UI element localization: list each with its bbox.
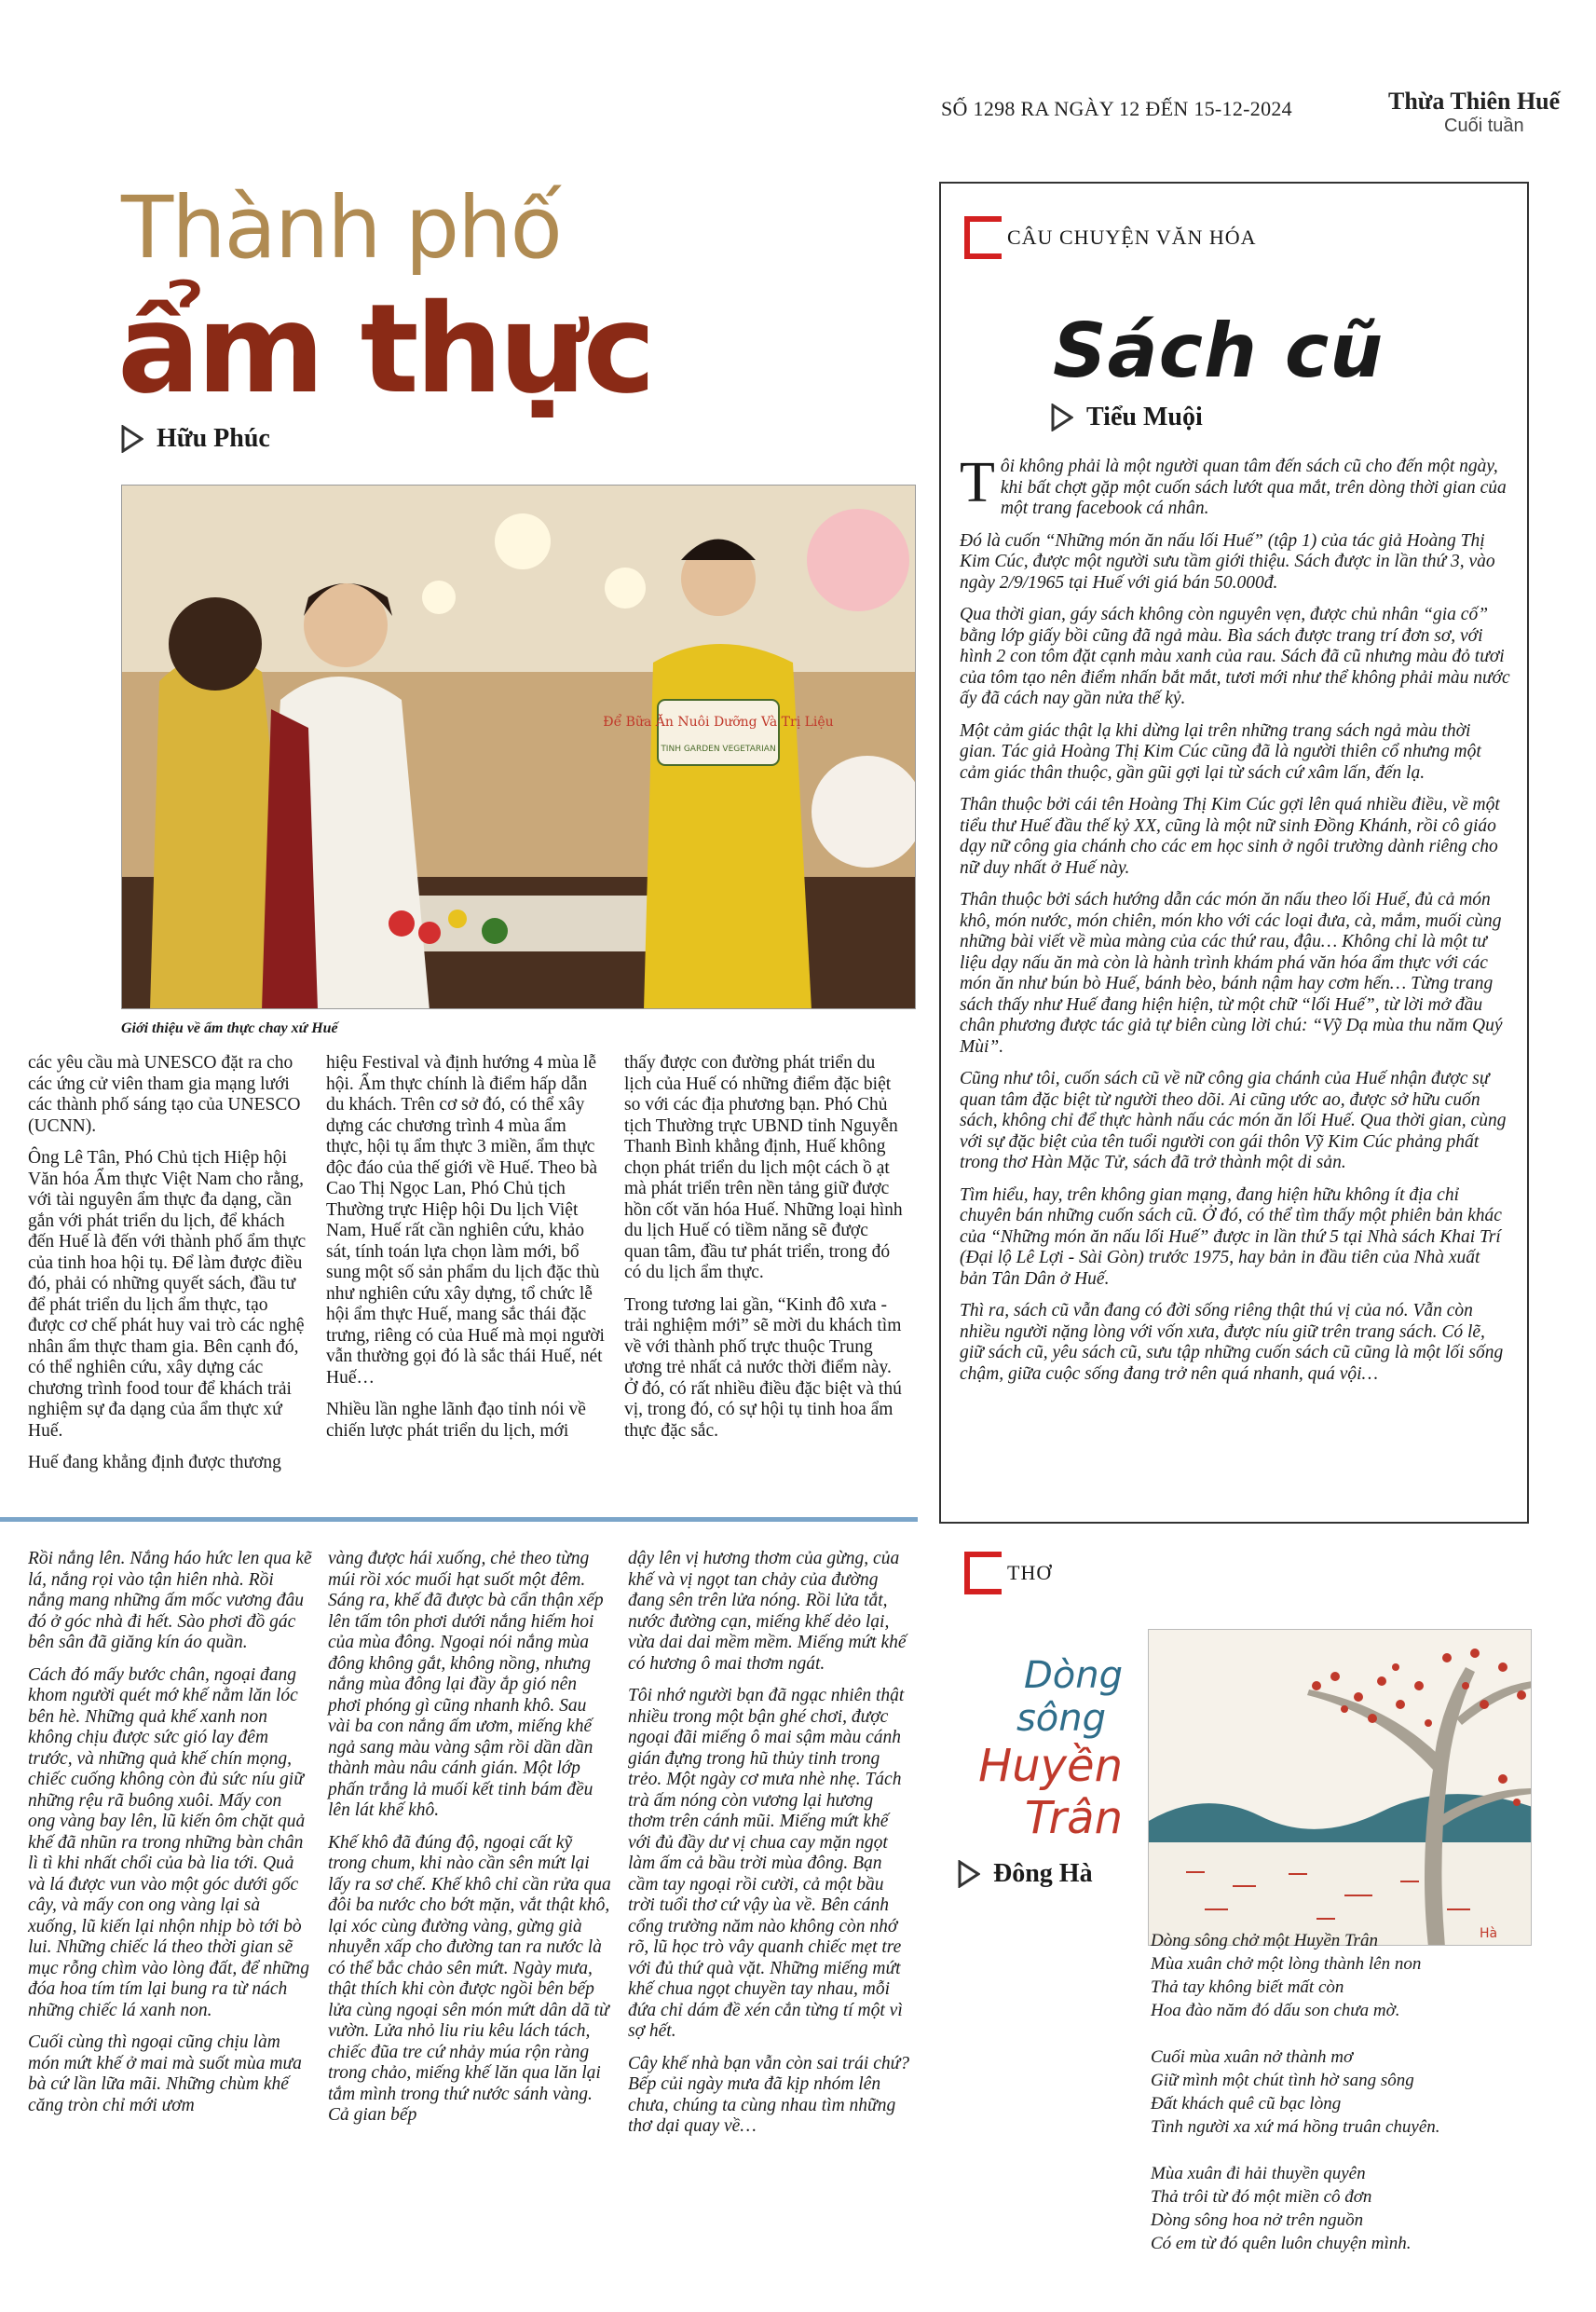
paragraph: Khế khô đã đúng độ, ngoại cất kỹ trong chum, khi nào cần sên mứt lại lấy ra sơ chế. Khế khô chỉ cần rửa qua đôi ba nước cho bớt mặn, vắt thật khô, lại xóc cùng đường vàng, gừng già nhuyễn xấp cho đường tan ra nước là có thể bắc chảo sên mứt. Ngày mưa, thật thích khi còn được ngồi bên bếp lửa cùng ngoại sên món mứt dân dã từ vườn. Lửa nhỏ liu riu kêu lách tách, chiếc đũa tre cứ nhảy múa rộn ràng trong chảo, miếng khế lăn qua lăn lại tắm mình trong thứ nước sánh vàng. Cả gian bếp (328, 1832, 611, 2125)
poem-title-line: sông (1016, 1697, 1106, 1740)
article-title-line2: ẩm thực (117, 278, 652, 421)
author-name: Tiểu Muội (1086, 403, 1203, 431)
poem-author (958, 1859, 1093, 1889)
article-author (121, 424, 270, 454)
paragraph: Rồi nắng lên. Nắng háo hức len qua kẽ lá, nắng rọi vào tận hiên nhà. Rồi nắng mang những ấm mốc vương đâu đó ở góc nhà đi hết. Sào phơi đồ gác bên sân đã giăng kín áo quần. (28, 1549, 312, 1652)
paragraph: Nhiều lần nghe lãnh đạo tỉnh nói về chiến lược phát triển du lịch, mới (326, 1400, 586, 1441)
paragraph: dậy lên vị hương thơm của gừng, của khế và vị ngọt tan chảy của đường đang sên trên lửa nóng. Rồi lửa tắt, nước đường cạn, miếng khế dẻo lại, vừa dai dai mềm mềm. Miếng mứt khế có hương ô mai thơm ngát. (628, 1549, 907, 1674)
poem-body (1151, 1929, 1440, 2278)
drop-cap: T (960, 451, 995, 514)
paragraph: Tìm hiểu, hay, trên không gian mạng, đang hiện hữu không ít địa chỉ chuyên bán những cuốn sách cũ. Ở đó, có thể tìm thấy một phiên bản khác của “Những món ăn nấu lối Huế” được in lần thứ 5 tại Nhà sách Khai Trí (Đại lộ Lê Lợi - Sài Gòn) trước 1975, hay bản in đầu tiên của Nhà xuất bản Tân Dân ở Huế. (960, 1184, 1502, 1289)
article1-column-3 (624, 1053, 904, 1453)
paragraph: vàng được hái xuống, chẻ theo từng múi rồi xóc muối hạt suốt một đêm. Sáng ra, khế đã được bà cẩn thận xếp lên tấm tôn phơi dưới nắng hiếm hoi của mùa đông. Ngoại nói nắng mùa đông không gắt, không nồng, nhưng nắng mùa đông lại đầy ắp gió nên phơi phóng gì cũng nhanh khô. Sau vài ba con nắng ấm ươm, miếng khế ngả sang màu vàng sậm rồi dần dần thành màu nâu cánh gián. Một lớp phấn trắng lả muối kết tinh bám đều lên lát khế khô. (328, 1549, 604, 1820)
paragraph: Đó là cuốn “Những món ăn nấu lối Huế” (tập 1) của tác giả Hoàng Thị Kim Cúc, được một người sưu tầm giới thiệu. Sách được in lần thứ 3, vào ngày 2/9/1965 tại Huế với giá bán 50.000đ. (960, 530, 1495, 593)
poem-line: Có em từ đó quên luôn chuyện mình. (1151, 2234, 1412, 2253)
section-divider (0, 1517, 918, 1522)
essay-column-3 (628, 1549, 912, 2149)
poem-stanza (1151, 2162, 1440, 2255)
river-tree-illustration (1149, 1630, 1532, 1946)
article1-column-1 (28, 1053, 307, 1485)
poem-line: Mùa xuân chở một lòng thành lên non (1151, 1954, 1422, 1974)
paragraph: Ông Lê Tân, Phó Chủ tịch Hiệp hội Văn hóa Ẩm thực Việt Nam cho rằng, với tài nguyên ẩm thực đa dạng, cần gắn với phát triển du lịch, để khách đến Huế là đến với thành phố ẩm thực của tinh hoa hội tụ. Để làm được điều đó, phải có những quyết sách, đầu tư để phát triển du lịch ẩm thực, tạo được cơ chế phát huy vai trò các nghệ nhân ẩm thực tham gia. Bên cạnh đó, có thể nghiên cứu, xây dựng các chương trình food tour để khách trải nghiệm sự đa dạng của ẩm thực xứ Huế. (28, 1148, 307, 1441)
paragraph: Cuối cùng thì ngoại cũng chịu làm món mứt khế ở mai mà suốt mùa mưa bà cứ lần lữa mãi. Những chùm khế căng tròn chỉ mới ươm (28, 2032, 302, 2115)
brand-title: Thừa Thiên Huế (1388, 88, 1561, 115)
poem-line: Cuối mùa xuân nở thành mơ (1151, 2047, 1354, 2067)
article-photo (121, 485, 916, 1009)
photo-sign-text: Để Bữa Ăn Nuôi Dưỡng Và Trị Liệu (603, 715, 834, 730)
paragraph: các yêu cầu mà UNESCO đặt ra cho các ứng cử viên tham gia mạng lưới các thành phố sáng tạo của UNESCO (UCNN). (28, 1053, 301, 1136)
kicker-label: THƠ (1007, 1561, 1053, 1584)
paragraph: Một cảm giác thật lạ khi dừng lại trên những trang sách ngả màu thời gian. Tác giả Hoàng Thị Kim Cúc cũng đã là người thiên cổ nhưng một cảm giác thân thuộc, gần gũi gợi lại từ sách cứ xâm lấn, đến lạ. (960, 720, 1481, 783)
poem-line: Giữ mình một chút tình hờ sang sông (1151, 2071, 1414, 2090)
issue-info: SỐ 1298 RA NGÀY 12 ĐẾN 15-12-2024 (941, 97, 1292, 120)
paragraph: Qua thời gian, gáy sách không còn nguyên vẹn, được chủ nhân “gia cố” bằng lớp giấy bồi cũng đã ngả màu. Bìa sách được trang trí đơn sơ, với hình 2 con tôm đặt cạnh màu xanh của rau. Sách đã cũ nhưng màu đỏ tươi của tôm tạo nên điểm nhấn bắt mắt, tươi mới như thể không phải màu nước ấy đã cách nay gần nửa thế kỷ. (960, 605, 1510, 708)
paragraph (960, 451, 1511, 520)
essay-column-1 (28, 1549, 312, 2127)
publication-brand (1388, 89, 1575, 138)
play-triangle-icon (958, 1860, 980, 1888)
paragraph: Thân thuộc bởi sách hướng dẫn các món ăn nấu theo lối Huế, đủ cả món khô, món nước, món chiên, món kho với các loại đưa, cà, mắm, muối cùng những bài viết về mùa màng của các thứ rau, đậu… Không chỉ là một tư liệu dạy nấu ăn mà còn là hành trình khám phá văn hóa ẩm thực với các món ăn như bún bò Huế, bánh bèo, bánh nậm hay cơm hến… Từng trang sách thấy như Huế đang hiện hiện, từ một chữ “lối Huế”, từ lời mở đầu chân phương được tác giả tự biên cùng lời chú: “Vỹ Dạ mùa thu năm Quý Mùi”. (960, 890, 1503, 1057)
paragraph: Tôi nhớ người bạn đã ngạc nhiên thật nhiều trong một bận ghé chơi, được ngoại đãi miếng ô mai sậm màu cánh gián đựng trong hũ thủy tinh trong trẻo. Một ngày cơ mưa nhè nhẹ. Tách trà ấm nóng còn vương lại hương thơm trên cánh mũi. Miếng mứt khế với đủ đầy dư vị chua cay mặn ngọt làm ấm cả bầu trời mùa đông. Bạn cầm tay ngoại rồi cười, cả một bầu trời tuổi thơ cứ vậy ùa về. Bên cánh cổng trường năm nào không còn nhớ rõ, lũ học trò vây quanh chiếc mẹt tre với đủ thứ quà vặt. Những miếng mứt khế chua ngọt chuyền tay nhau, mỗi đứa chỉ dám đề xén cắn từng tí một vì sợ hết. (628, 1686, 905, 2041)
sidebar-article-author (1051, 403, 1203, 432)
poem-title-line: Huyền (978, 1740, 1123, 1792)
poem-line: Tình người xa xứ má hồng truân chuyên. (1151, 2117, 1440, 2137)
paragraph: hiệu Festival và định hướng 4 mùa lễ hội. Ẩm thực chính là điểm hấp dẫn du khách. Trên cơ sở đó, có thể xây dựng các chương trình 4 mùa ẩm thực, hội tụ ẩm thực 3 miền, ẩm thực độc đáo của thế giới về Huế. Theo bà Cao Thị Ngọc Lan, Phó Chủ tịch Thường trực Hiệp hội Du lịch Việt Nam, Huế rất cần nghiên cứu, khảo sát, tính toán lựa chọn làm mới, bổ sung một số sản phẩm du lịch đặc thù như nghiên cứu xây dựng, tổ chức lễ hội ẩm thực Huế, mang sắc thái đặc trưng, riêng có của Huế mà mọi người vẫn thường gọi đó là sắc thái Huế, nét Huế… (326, 1053, 605, 1388)
paragraph: Thân thuộc bởi cái tên Hoàng Thị Kim Cúc gợi lên quá nhiều điều, về một tiểu thư Huế đầu thế kỷ XX, cũng là một nữ sinh Đồng Khánh, rồi cô giáo dạy nữ công gia chánh cho các em học sinh ở ngôi trường dành riêng cho nữ duy nhất ở Huế này. (960, 795, 1500, 878)
painting-signature: Hà (1480, 1926, 1498, 1941)
poem-line: Hoa đào năm đó dấu son chưa mờ. (1151, 2001, 1400, 2020)
kicker-mark-icon (964, 1552, 1002, 1594)
brand-subtitle: Cuối tuần (1444, 116, 1524, 136)
paragraph: Thì ra, sách cũ vẫn đang có đời sống riêng thật thú vị của nó. Vẫn còn nhiều người nặng lòng với vốn xưa, được níu giữ trên trang sách. Có lẽ, giữ sách cũ, yêu sách cũ, sưu tập những cuốn sách cũ cũng là một lối sống chậm, giữa cuộc sống đang trở nên quá nhanh, quá vội… (960, 1301, 1504, 1384)
poem-kicker (964, 1552, 1052, 1594)
poem-line: Thả tay không biết mất còn (1151, 1977, 1344, 1997)
poem-line: Mùa xuân đi hải thuyền quyên (1151, 2164, 1366, 2183)
poem-illustration (1148, 1629, 1532, 1946)
poem-title-line: Trân (1024, 1792, 1123, 1844)
kicker-label: CÂU CHUYỆN VĂN HÓA (1007, 226, 1257, 249)
play-triangle-icon (121, 425, 143, 453)
kicker-mark-icon (964, 216, 1002, 259)
poem-line: Dòng sông hoa nở trên nguồn (1151, 2210, 1364, 2230)
poem-line: Đất khách quê cũ bạc lòng (1151, 2094, 1342, 2114)
photo-caption: Giới thiệu về ẩm thực chay xứ Huế (121, 1020, 338, 1036)
sidebar-article-title: Sách cũ (1053, 308, 1385, 394)
paragraph: Huế đang khẳng định được thương (28, 1453, 281, 1472)
author-name: Hữu Phúc (157, 424, 270, 453)
paragraph: thấy được con đường phát triển du lịch của Huế có những điểm đặc biệt so với các địa phương bạn. Phó Chủ tịch Thường trực UBND tỉnh Nguyễn Thanh Bình khẳng định, Huế không chọn phát triển du lịch một cách ồ ạt mà phát triển trên nền tảng giữ được hồn cốt văn hóa Huế. Những loại hình du lịch Huế có tiềm năng sẽ được quan tâm, đầu tư phát triển, trong đó có du lịch ẩm thực. (624, 1053, 903, 1282)
photo-illustration (122, 486, 916, 1009)
poem-stanza (1151, 2045, 1440, 2139)
paragraph: Trong tương lai gần, “Kinh đô xưa - trải nghiệm mới” sẽ mời du khách tìm về với thành phố trực thuộc Trung ương trẻ nhất cả nước thời điểm này. Ở đó, có rất nhiều điều đặc biệt và thú vị, trong đó, có sự hội tụ tinh hoa ẩm thực đặc sắc. (624, 1294, 902, 1441)
poem-line: Thả trôi từ đó một miền cô đơn (1151, 2187, 1372, 2207)
essay-column-2 (328, 1549, 612, 2138)
photo-sign-subtext: TINH GARDEN VEGETARIAN (661, 745, 776, 754)
paragraph: Cây khế nhà bạn vẫn còn sai trái chứ? Bếp củi ngày mưa đã kịp nhóm lên chưa, chúng ta cùng nhau tìm những thơ dại quay về… (628, 2053, 910, 2136)
poem-line: Dòng sông chở một Huyền Trân (1151, 1931, 1378, 1950)
article1-column-2 (326, 1053, 606, 1453)
section-kicker (964, 216, 1257, 259)
poem-stanza (1151, 1929, 1440, 2022)
paragraph: Cũng như tôi, cuốn sách cũ về nữ công gia chánh của Huế nhận được sự quan tâm đặc biệt từ người theo dõi. Ai cũng ước ao, được sở hữu cuốn sách, không chỉ để thực hành nấu các món ăn lối Huế. Qua thời gian, cùng với sự đặc biệt của tên tuổi người con gái thôn Vỹ Kim Cúc phảng phất trong thơ Hàn Mặc Tử, sách đã trở thành một di sản. (960, 1069, 1507, 1172)
sidebar-article-body (960, 451, 1511, 1396)
play-triangle-icon (1051, 404, 1073, 431)
paragraph-text: ôi không phải là một người quan tâm đến sách cũ cho đến một ngày, khi bất chợt gặp một cuốn sách lướt qua mắt, trên dòng thời gian của một trang facebook cá nhân. (1000, 457, 1507, 518)
poem-title-line: Dòng (1023, 1654, 1123, 1697)
paragraph: Cách đó mấy bước chân, ngoại đang khom người quét mớ khế nằm lăn lóc bên hè. Những quả khế xanh non không chịu được sức gió lay đêm trước, và những quả khế chín mọng, chiếc cuống không còn đủ sức níu giữ những rệu rã buông xuôi. Mấy con ong vàng bay lên, lũ kiến ôm chặt quả khế đã nhũn ra trong những bàn chân lì tì khi nhất chổi của bà lia tới. Quả và lá được vun vào một góc dưới gốc cây, và mấy con ong vàng lại sà xuống, lũ kiến lại nhộn nhịp bò tới bò lui. Những chiếc lá theo thời gian sẽ mục rỗng chìm vào lòng đất, để những đóa hoa tím tím lại bung ra từ nách những chiếc lá xanh non. (28, 1664, 310, 2020)
author-name: Đông Hà (993, 1859, 1093, 1888)
article-title-line1: Thành phố (121, 178, 561, 278)
poem-title (950, 1654, 1123, 1844)
